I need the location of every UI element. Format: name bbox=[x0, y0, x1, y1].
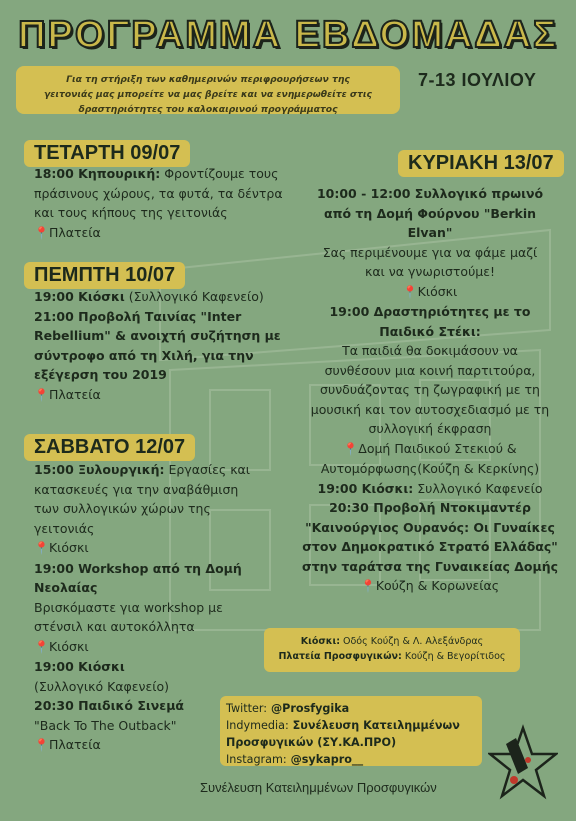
event-place: Κιόσκι bbox=[48, 638, 89, 654]
event-place: Κιόσκι bbox=[48, 540, 89, 555]
event-place: Πλατεία bbox=[48, 224, 101, 240]
event-text: συλλογική έκφραση bbox=[368, 421, 492, 436]
intro-line: δραστηριότητες του καλοκαιρινού προγράμματος bbox=[78, 104, 338, 115]
event-text: εξέγερση του 2019 bbox=[34, 367, 167, 382]
instagram-handle[interactable]: @sykapro__ bbox=[286, 753, 364, 766]
contact-label: Indymedia: bbox=[226, 719, 289, 732]
location-pin-icon: 📍 bbox=[343, 441, 359, 456]
event-time: 19:00 Κιόσκι: bbox=[317, 480, 414, 496]
event-text: στον Δημοκρατικό Στρατό Ελλάδας" bbox=[302, 539, 558, 554]
day-heading-saturday: ΣΑΒΒΑΤΟ 12/07 bbox=[24, 434, 195, 461]
event-text: των συλλογικών χώρων της bbox=[34, 501, 211, 516]
star-fist-logo bbox=[488, 724, 558, 802]
day-heading-wednesday: ΤΕΤΑΡΤΗ 09/07 bbox=[24, 140, 190, 167]
event-text: Εργασίες και bbox=[164, 462, 251, 477]
event-text: 20:30 Προβολή Ντοκιμαντέρ bbox=[329, 500, 531, 515]
event-text: Τα παιδιά θα δοκιμάσουν να bbox=[342, 343, 518, 358]
event-place: Κούζη & Κορωνείας bbox=[375, 578, 500, 593]
contact-label: Instagram: bbox=[226, 753, 287, 766]
location-pin-icon: 📍 bbox=[402, 284, 418, 299]
event-text: Συλλογικό Καφενείο bbox=[413, 480, 543, 496]
event-text: 19:00 Δραστηριότητες με το bbox=[329, 304, 531, 319]
event-text: 20:30 Παιδικό Σινεμά bbox=[34, 698, 185, 713]
event-text: Σας περιμένουμε για να φάμε μαζί bbox=[322, 244, 538, 260]
event-text: Παιδικό Στέκι: bbox=[379, 323, 481, 339]
event-text: μουσική και τον αυτοσχεδιασμό με τη bbox=[310, 401, 550, 417]
location-pin-icon: 📍 bbox=[34, 387, 49, 402]
event-text: Νεολαίας bbox=[34, 580, 98, 595]
event-text: Βρισκόμαστε για workshop με bbox=[34, 599, 223, 615]
twitter-handle[interactable]: @Prosfygika bbox=[267, 702, 350, 715]
indymedia-link[interactable]: Προσφυγικών (ΣΥ.ΚΑ.ΠΡΟ) bbox=[226, 736, 397, 749]
location-pin-icon: 📍 bbox=[34, 738, 49, 752]
footer-signature: Συνέλευση Κατειλημμένων Προσφυγικών bbox=[200, 780, 437, 795]
intro-banner bbox=[16, 66, 400, 114]
location-pin-icon: 📍 bbox=[34, 639, 49, 654]
location-pin-icon: 📍 bbox=[360, 579, 376, 593]
event-place: Κιόσκι bbox=[417, 283, 458, 299]
intro-line: γειτονιάς μας μπορείτε να μας βρείτε και να ενημερωθείτε στις bbox=[44, 89, 372, 100]
day-heading-thursday: ΠΕΜΠΤΗ 10/07 bbox=[24, 262, 185, 289]
event-text: στένσιλ και αυτοκόλλητα bbox=[34, 619, 195, 634]
event-time: 18:00 Κηπουρική: bbox=[34, 166, 161, 181]
event-text: από τη Δομή Φούρνου "Berkin bbox=[323, 205, 537, 221]
event-text: Φροντίζουμε τους bbox=[160, 166, 279, 181]
location-pin-icon: 📍 bbox=[34, 541, 49, 555]
event-text: 19:00 Workshop από τη Δομή bbox=[34, 560, 242, 576]
thursday-events bbox=[34, 287, 294, 405]
event-text: (Συλλογικό Καφενείο) bbox=[124, 289, 264, 304]
contact-label: Twitter: bbox=[226, 702, 268, 715]
event-text: στην ταράτσα της Γυναικείας Δομής bbox=[301, 558, 559, 574]
event-text: και τους κήπους της γειτονιάς bbox=[34, 205, 228, 220]
event-text: σύντροφο από τη Χιλή, για την bbox=[34, 347, 254, 363]
event-place: Δομή Παιδικού Στεκιού & bbox=[358, 440, 517, 456]
address-value: Οδός Κούζη & Λ. Αλεξάνδρας bbox=[340, 636, 484, 647]
address-label: Πλατεία Προσφυγικών: bbox=[278, 651, 402, 662]
event-text: κατασκευές για την αναβάθμιση bbox=[34, 481, 239, 497]
location-pin-icon: 📍 bbox=[34, 225, 49, 240]
addresses-box bbox=[264, 628, 520, 672]
page-title: ΠΡΟΓΡΑΜΜΑ ΕΒΔΟΜΑΔΑΣ bbox=[18, 14, 558, 56]
event-text: Elvan" bbox=[407, 225, 453, 240]
event-text: 19:00 Κιόσκι bbox=[34, 659, 125, 674]
event-text: συνθέσουν μια κοινή παρτιτούρα, bbox=[324, 362, 536, 378]
event-time: 19:00 Κιόσκι bbox=[34, 289, 125, 304]
event-time: 15:00 Ξυλουργική: bbox=[34, 462, 165, 477]
event-text: Rebellium" & ανοιχτή συζήτηση με bbox=[34, 328, 281, 343]
event-text: 21:00 Προβολή Ταινίας "Inter bbox=[34, 308, 242, 324]
event-text: γειτονιάς bbox=[34, 520, 95, 536]
address-label: Κιόσκι: bbox=[300, 636, 340, 647]
sunday-events bbox=[300, 184, 560, 597]
event-place: Πλατεία bbox=[48, 386, 101, 402]
event-text: "Back To The Outback" bbox=[34, 717, 177, 733]
day-heading-sunday: ΚΥΡΙΑΚΗ 13/07 bbox=[398, 150, 564, 177]
event-text: συνδυάζοντας τη ζωγραφική με τη bbox=[320, 382, 540, 397]
date-range: 7-13 ΙΟΥΛΙΟΥ bbox=[418, 70, 537, 90]
event-place: Πλατεία bbox=[48, 737, 101, 752]
wednesday-events bbox=[34, 164, 284, 243]
contact-box bbox=[220, 696, 482, 766]
event-text: πράσινους χώρους, τα φυτά, τα δέντρα bbox=[34, 185, 283, 201]
event-text: 10:00 - 12:00 Συλλογικό πρωινό bbox=[316, 186, 544, 201]
event-text: και να γνωριστούμε! bbox=[364, 264, 496, 279]
indymedia-link[interactable]: Συνέλευση Κατειλημμένων bbox=[288, 719, 460, 732]
event-text: "Καινούργιος Ουρανός: Οι Γυναίκες bbox=[305, 519, 555, 535]
intro-line: Για τη στήριξη των καθημερινών περιφρουρήσεων της bbox=[66, 74, 350, 85]
event-text: (Συλλογικό Καφενείο) bbox=[34, 678, 169, 694]
address-value: Κούζη & Βεγορίτιδος bbox=[401, 651, 506, 662]
event-place: Αυτομόρφωσης(Κούζη & Κερκίνης) bbox=[320, 461, 540, 476]
